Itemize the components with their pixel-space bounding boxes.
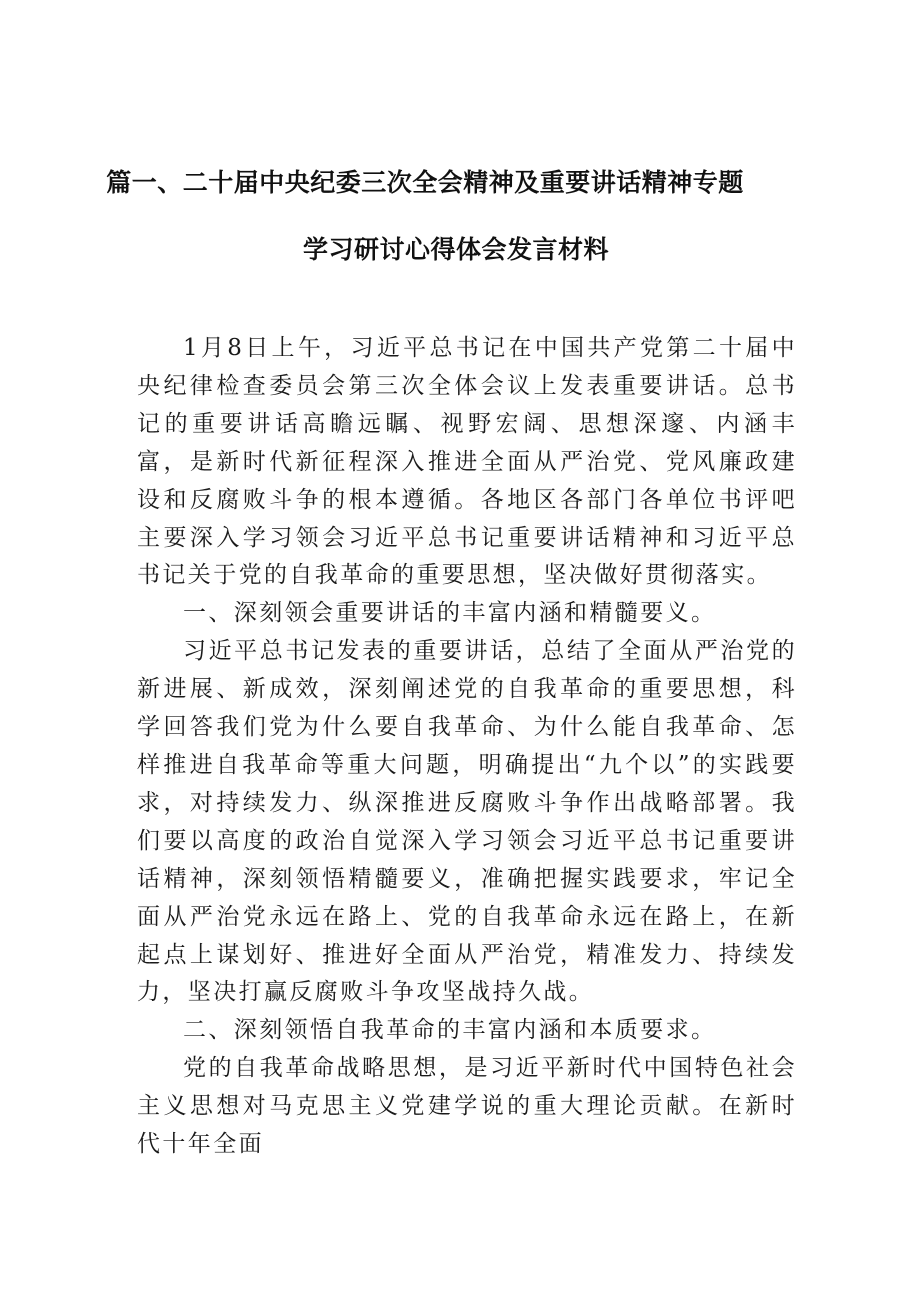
- paragraph-section-2: 党的自我革命战略思想，是习近平新时代中国特色社会主义思想对马克思主义党建学说的重大理论贡献。在新时代十年全面: [137, 1055, 797, 1158]
- paragraph-intro: 1月8日上午，习近平总书记在中国共产党第二十届中央纪律检查委员会第三次全体会议上发表重要讲话。总书记的重要讲话高瞻远瞩、视野宏阔、思想深邃、内涵丰富，是新时代新征程深入推进全面从严治党、党风廉政建设和反腐败斗争的根本遵循。各地区各部门各单位书评吧主要深入学习领会习近平总书记重要讲话精神和习近平总书记关于党的自我革命的重要思想，坚决做好贯彻落实。: [137, 335, 797, 589]
- document-body: [137, 330, 797, 1164]
- section-heading-1: 一、深刻领会重要讲话的丰富内涵和精髓要义。: [183, 600, 717, 627]
- document-title-line-2: 学习研讨心得体会发言材料: [302, 235, 609, 264]
- paragraph-section-1: 习近平总书记发表的重要讲话，总结了全面从严治党的新进展、新成效，深刻阐述党的自我革命的重要思想，科学回答我们党为什么要自我革命、为什么能自我革命、怎样推进自我革命等重大问题，明确提出“九个以”的实践要求，对持续发力、纵深推进反腐败斗争作出战略部署。我们要以高度的政治自觉深入学习领会习近平总书记重要讲话精神，深刻领悟精髓要义，准确把握实践要求，牢记全面从严治党永远在路上、党的自我革命永远在路上，在新起点上谋划好、推进好全面从严治党，精准发力、持续发力，坚决打赢反腐败斗争攻坚战持久战。: [137, 638, 797, 1006]
- document-title-line-1: 篇一、二十届中央纪委三次全会精神及重要讲话精神专题: [106, 168, 744, 197]
- section-heading-2: 二、深刻领悟自我革命的丰富内涵和本质要求。: [183, 1017, 717, 1044]
